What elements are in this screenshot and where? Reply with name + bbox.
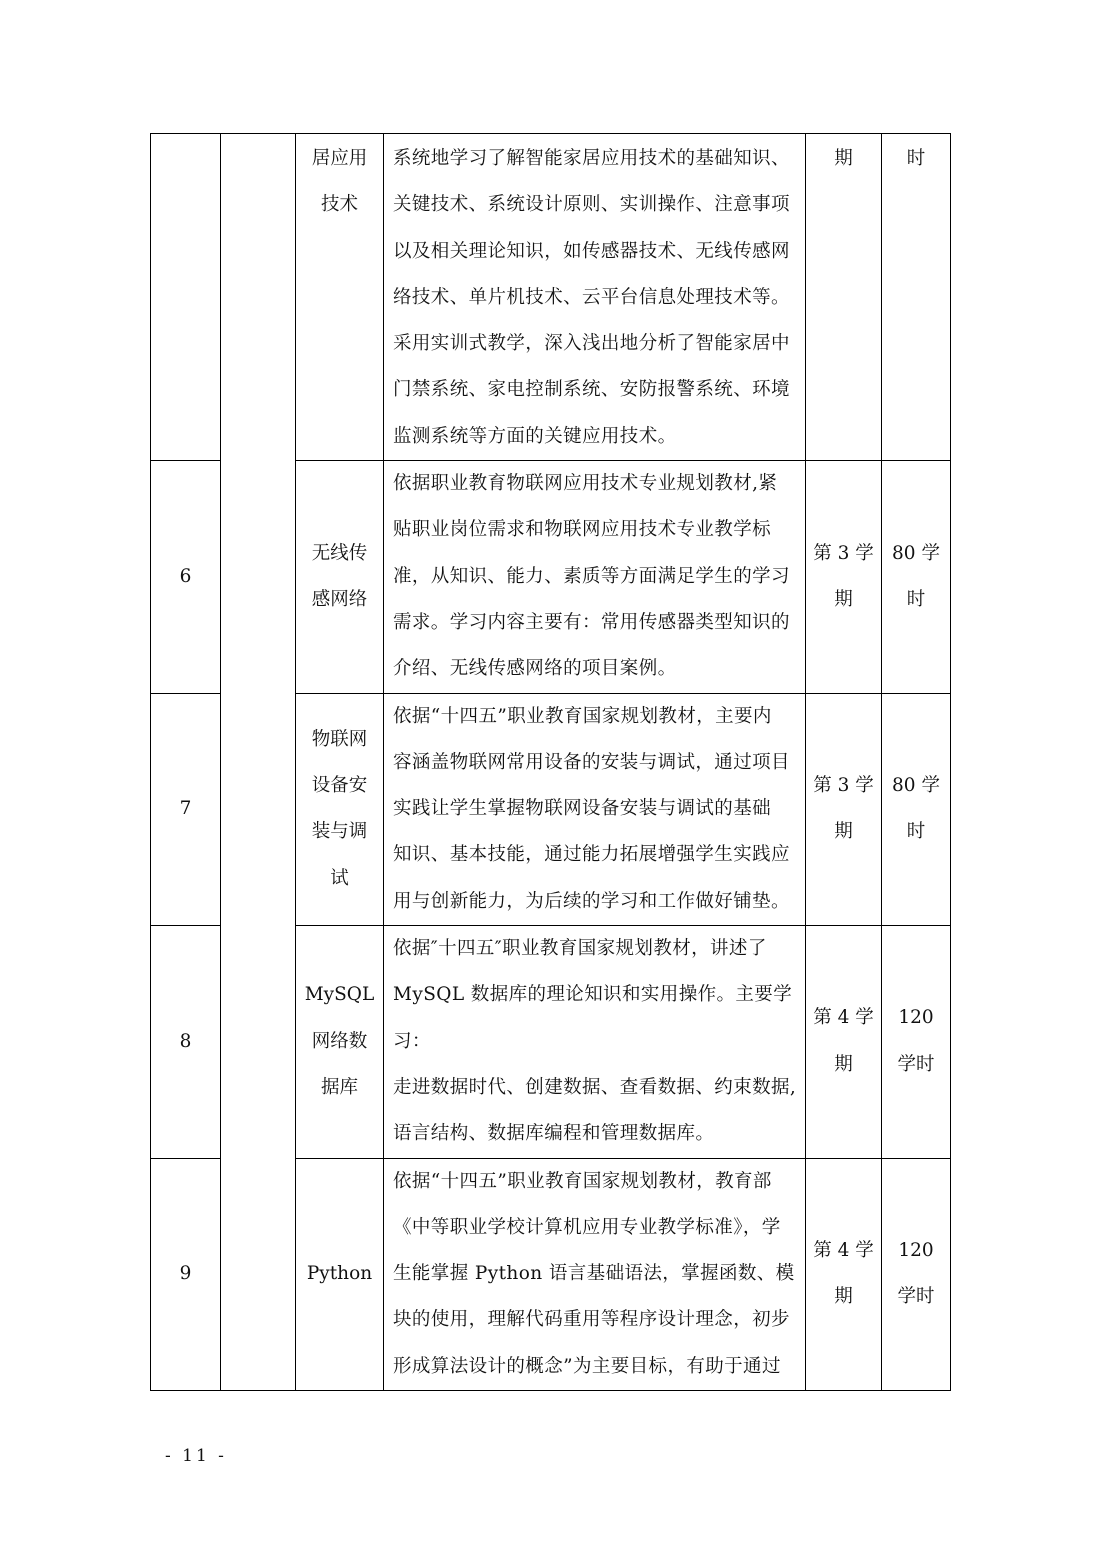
course-name-line: Python <box>306 1263 373 1285</box>
course-name-cell <box>296 134 384 461</box>
course-name-line: 网络数 <box>311 1030 368 1052</box>
hours-cell <box>882 134 951 461</box>
description-line: 门禁系统、家电控制系统、安防报警系统、环境 <box>393 379 790 401</box>
course-name-line: 技术 <box>320 194 358 216</box>
course-name-line: 设备安 <box>311 775 368 796</box>
description-line: 形成算法设计的概念”为主要目标，有助于通过 <box>393 1355 781 1377</box>
description-line: 容涵盖物联网常用设备的安装与调试，通过项目 <box>393 751 790 773</box>
hours-cell <box>882 1158 951 1390</box>
semester-line: 第 4 学 <box>813 1239 874 1261</box>
course-table <box>150 133 951 1391</box>
course-description-cell <box>384 461 806 693</box>
hours-line: 120 <box>898 1007 934 1029</box>
semester-line: 期 <box>834 588 853 610</box>
course-name-line: 感网络 <box>311 588 368 610</box>
course-name-cell <box>296 693 384 925</box>
hours-line: 80 学 <box>892 542 940 564</box>
course-name-line: 试 <box>330 867 349 889</box>
semester-line: 第 4 学 <box>813 1007 874 1029</box>
category-cell <box>221 134 296 1391</box>
description-line: 块的使用，理解代码重用等程序设计理念，初步 <box>393 1309 790 1331</box>
hours-line: 时 <box>906 588 926 610</box>
semester-cell <box>806 693 882 925</box>
description-line: 用与创新能力，为后续的学习和工作做好铺垫。 <box>393 890 790 912</box>
description-line: 监测系统等方面的关键应用技术。 <box>393 425 677 447</box>
description-line: MySQL 数据库的理论知识和实用操作。主要学习： <box>393 984 793 1052</box>
hours-line: 学时 <box>897 1053 935 1075</box>
description-line: 走进数据时代、创建数据、查看数据、约束数据, <box>393 1076 797 1098</box>
semester-cell <box>806 1158 882 1390</box>
course-name-line: 无线传 <box>311 542 368 564</box>
semester-line: 期 <box>834 821 853 843</box>
course-description-cell <box>384 134 806 461</box>
semester-line: 期 <box>834 1053 853 1075</box>
page-number: - 11 - <box>165 1446 227 1466</box>
semester-line: 第 3 学 <box>813 775 874 796</box>
description-line: 采用实训式教学，深入浅出地分析了智能家居中 <box>393 333 790 355</box>
course-description-cell <box>384 926 806 1158</box>
description-line: 准，从知识、能力、素质等方面满足学生的学习 <box>393 565 790 587</box>
semester-cell <box>806 461 882 693</box>
description-line: 《中等职业学校计算机应用专业教学标准》，学 <box>393 1216 781 1238</box>
semester-line: 期 <box>834 148 853 169</box>
row-number-cell: 9 <box>151 1158 221 1390</box>
semester-cell <box>806 926 882 1158</box>
course-name-cell <box>296 461 384 693</box>
course-description-cell <box>384 693 806 925</box>
description-line: 系统地学习了解智能家居应用技术的基础知识、 <box>393 148 790 169</box>
hours-line: 时 <box>906 821 926 843</box>
course-name-line: MySQL <box>304 984 375 1006</box>
course-name-cell <box>296 1158 384 1390</box>
semester-line: 期 <box>834 1286 853 1308</box>
description-line: 生能掌握 Python 语言基础语法，掌握函数、模 <box>393 1263 795 1285</box>
course-name-line: 物联网 <box>311 728 368 750</box>
row-number-cell: 7 <box>151 693 221 925</box>
table-row <box>151 134 951 461</box>
description-line: 语言结构、数据库编程和管理数据库。 <box>393 1123 715 1145</box>
semester-line: 第 3 学 <box>813 542 874 564</box>
hours-line: 学时 <box>897 1286 935 1308</box>
hours-line: 120 <box>898 1239 934 1261</box>
course-name-cell <box>296 926 384 1158</box>
course-name-line: 装与调 <box>311 821 368 843</box>
hours-line: 时 <box>906 148 926 169</box>
description-line: 贴职业岗位需求和物联网应用技术专业教学标 <box>393 519 772 541</box>
course-description-cell <box>384 1158 806 1390</box>
description-line: 依据职业教育物联网应用技术专业规划教材,紧 <box>393 473 778 495</box>
description-line: 依据“十四五”职业教育国家规划教材，教育部 <box>393 1170 772 1192</box>
description-line: 知识、基本技能，通过能力拓展增强学生实践应 <box>393 844 790 866</box>
hours-cell <box>882 461 951 693</box>
hours-cell <box>882 926 951 1158</box>
description-line: 关键技术、系统设计原则、实训操作、注意事项 <box>393 194 790 216</box>
description-line: 依据“十四五”职业教育国家规划教材，主要内 <box>393 705 772 727</box>
course-name-line: 据库 <box>320 1076 358 1098</box>
semester-cell <box>806 134 882 461</box>
course-name-line: 居应用 <box>311 148 368 169</box>
description-line: 依据″十四五″职业教育国家规划教材，讲述了 <box>393 938 767 960</box>
row-number-cell: 6 <box>151 461 221 693</box>
row-number-cell: 8 <box>151 926 221 1158</box>
description-line: 络技术、单片机技术、云平台信息处理技术等。 <box>393 286 790 308</box>
hours-cell <box>882 693 951 925</box>
row-number-cell <box>151 134 221 461</box>
hours-line: 80 学 <box>892 775 940 796</box>
description-line: 介绍、无线传感网络的项目案例。 <box>393 658 677 680</box>
description-line: 以及相关理论知识，如传感器技术、无线传感网 <box>393 240 790 262</box>
description-line: 实践让学生掌握物联网设备安装与调试的基础 <box>393 798 772 820</box>
description-line: 需求。学习内容主要有：常用传感器类型知识的 <box>393 611 790 633</box>
